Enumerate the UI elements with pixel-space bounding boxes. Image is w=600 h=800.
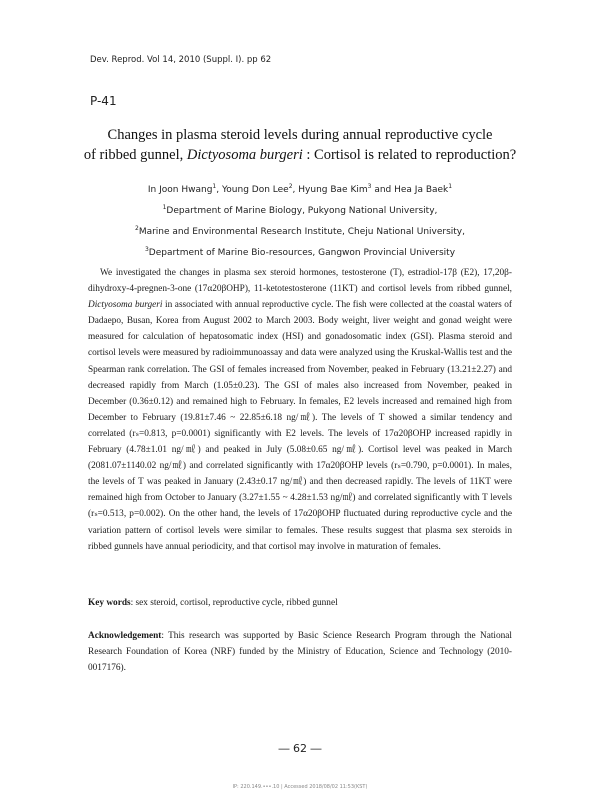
affiliation-text: Department of Marine Biology, Pukyong National University, [166,206,438,216]
acknowledgement-text: : This research was supported by Basic Science Research Program through the National Research Foundation of Korea (NRF) funded by the Ministry of Education, Science and Technology (2010-0017176). [88,631,512,673]
keywords [88,596,512,611]
affiliation [60,199,540,220]
affiliation-mark: 3 [144,246,149,253]
page-number: ― 62 ― [278,742,322,755]
title-line-2 [60,145,540,165]
author-affiliation-mark: 2 [288,183,293,190]
author-list [60,178,540,199]
author-name: Young Don Lee [221,185,289,195]
author-name: Hea Ja Baek [394,185,449,195]
title-prefix: of ribbed gunnel, [83,147,187,163]
species-name: Dictyosoma burgeri [186,147,303,163]
keywords-text: : sex steroid, cortisol, reproductive cycle, ribbed gunnel [130,598,338,608]
author-separator: and [371,185,395,195]
acknowledgement [88,628,512,676]
author-block [60,178,540,262]
affiliation-text: Marine and Environmental Research Institute, Cheju National University, [138,227,465,237]
affiliation [60,220,540,241]
poster-id: P-41 [90,94,117,108]
author-affiliation-mark: 3 [367,183,372,190]
abstract-text: We investigated the changes in plasma sex steroid hormones, testosterone (T), estradiol-17β (E2), 17,20β-dihydroxy-4-pregnen-3-one (17α20βOHP), 11-ketotestosterone (11KT) and cortisol levels from ribbed gunnel, [88,268,512,295]
abstract-paragraph [88,265,512,555]
paper-title [60,125,540,165]
author-separator: , [216,185,222,195]
author-affiliation-mark: 1 [448,183,453,190]
species-name: Dictyosoma burgeri [88,300,163,311]
title-line-1: Changes in plasma steroid levels during annual reproductive cycle [107,127,493,143]
author-affiliation-mark: 1 [212,183,217,190]
author-name: In Joon Hwang [147,185,213,195]
title-suffix: : Cortisol is related to reproduction? [302,147,517,163]
affiliation [60,241,540,262]
acknowledgement-label: Acknowledgement [88,631,162,641]
keywords-label: Key words [88,598,131,608]
abstract-text: in associated with annual reproductive cycle. The fish were collected at the coastal waters of Dadaepo, Busan, Korea from August 2002 to March 2003. Body weight, liver weight and gonad weight were measured for calculation of hepatosomatic index (HSI) and gonadosomatic index (GSI). Plasma steroid and cortisol levels were measured by radioimmunoassay and data were analyzed using the Kruskal-Wallis test and the Spearman rank correlation. The GSI of females increased from November, peaked in February (13.21±2.27) and decreased rapidly from March (1.05±0.23). The GSI of males also increased from November, peaked in December (0.36±0.12) and remained high to February. In females, E2 levels increased and remained high from December to February (19.81±7.46 ~ 22.85±6.18 ng/㎖). The levels of T showed a similar tendency and correlated (rₛ=0.813, p=0.0001) significantly with E2 levels. The levels of 17α20βOHP increased rapidly in February (4.78±1.01 ng/㎖) and peaked in July (5.08±0.65 ng/㎖). Cortisol level was peaked in March (2081.07±1140.02 ng/㎖) and correlated significantly with 17α20βOHP levels (rₛ=0.790, p=0.0001). In males, the levels of T was peaked in January (2.43±0.17 ng/㎖) and then decreased rapidly. The levels of 11KT were remained high from October to January (3.27±1.55 ~ 4.28±1.53 ng/㎖) and correlated significantly with T levels (rₛ=0.513, p=0.002). On the other hand, the levels of 17α20βOHP fluctuated during reproductive cycle and the variation pattern of cortisol levels were similar to females. These results suggest that plasma sex steroids in ribbed gunnels have annual periodicity, and that cortisol may involve in maturation of females. [88,300,512,552]
affiliation-mark: 1 [162,204,167,211]
journal-citation: Dev. Reprod. Vol 14, 2010 (Suppl. I). pp 62 [90,55,272,65]
abstract [88,265,512,555]
author-name: Hyung Bae Kim [298,185,368,195]
author-separator: , [292,185,299,195]
affiliation-text: Department of Marine Bio-resources, Gangwon Provincial University [148,248,456,258]
access-footer: IP: 220.149.•••.10 | Accessed 2018/08/02 11:53(KST) [232,784,368,790]
affiliation-mark: 2 [134,225,139,232]
